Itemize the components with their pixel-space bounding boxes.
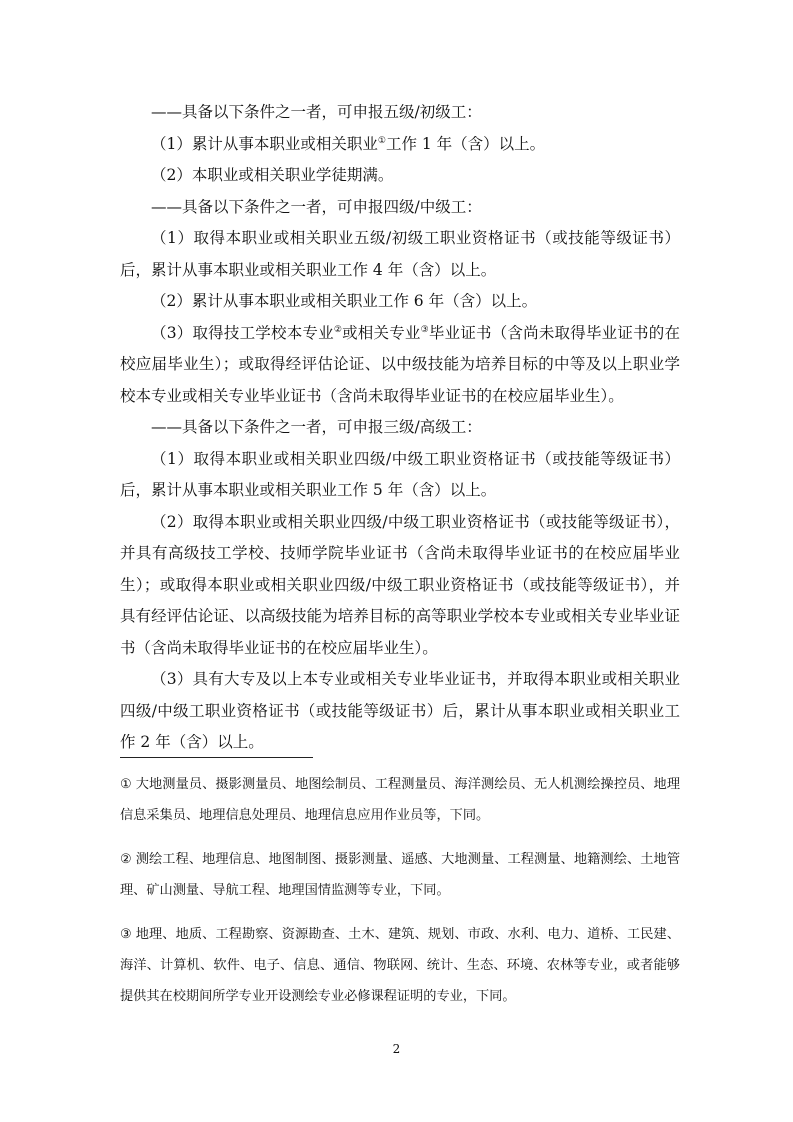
- paragraph-text: 或相关专业: [342, 323, 421, 342]
- footnote: [120, 769, 680, 831]
- body-paragraph: [120, 507, 680, 665]
- paragraph-text: （2）取得本职业或相关职业四级/中级工职业资格证书（或技能等级证书），并具有高级技工学校、技师学院毕业证书（含尚未取得毕业证书的在校应届毕业生）；或取得本职业或相关职业四级/中级工职业资格证书（或技能等级证书），并具有经评估论证、以高级技能为培养目标的高等职业学校本专业或相关专业毕业证书（含尚未取得毕业证书的在校应届毕业生）。: [120, 512, 680, 657]
- paragraph-text: ——具备以下条件之一者，可申报四级/中级工：: [151, 197, 482, 216]
- paragraph-text: （1）取得本职业或相关职业四级/中级工职业资格证书（或技能等级证书）后，累计从事本职业或相关职业工作 5 年（含）以上。: [120, 449, 680, 499]
- body-paragraph: [120, 444, 680, 507]
- footnote-mark: ③: [120, 927, 132, 942]
- body-paragraph: [120, 97, 680, 129]
- body-paragraph: [120, 412, 680, 444]
- body-paragraph: [120, 223, 680, 286]
- body-paragraph: [120, 286, 680, 318]
- body-paragraph: [120, 129, 680, 161]
- body-paragraph: [120, 160, 680, 192]
- footnote-mark: ①: [120, 777, 132, 792]
- body-paragraph: [120, 664, 680, 759]
- paragraph-text: （2）本职业或相关职业学徒期满。: [151, 166, 394, 184]
- footnote-reference: ②: [333, 324, 343, 335]
- body-text: [120, 97, 680, 759]
- page-number: 2: [392, 1042, 401, 1056]
- paragraph-text: （2）累计从事本职业或相关职业工作 6 年（含）以上。: [151, 292, 538, 310]
- footnote-separator: [120, 757, 313, 758]
- paragraph-text: （1）累计从事本职业或相关职业: [151, 134, 378, 153]
- paragraph-text: （3）具有大专及以上本专业或相关专业毕业证书，并取得本职业或相关职业四级/中级工职业资格证书（或技能等级证书）后，累计从事本职业或相关职业工作 2 年（含）以上。: [120, 670, 680, 751]
- paragraph-text: （3）取得技工学校本专业: [151, 323, 334, 342]
- paragraph-text: 工作 1 年（含）以上。: [385, 134, 546, 153]
- footnote-text: 地理、地质、工程勘察、资源勘查、土木、建筑、规划、市政、水利、电力、道桥、工民建、海洋、计算机、软件、电子、信息、通信、物联网、统计、生态、环境、农林等专业，或者能够提供其在校期间所学专业开设测绘专业必修课程证明的专业，下同。: [120, 927, 681, 1004]
- paragraph-text: ——具备以下条件之一者，可申报三级/高级工：: [151, 418, 482, 436]
- body-paragraph: [120, 192, 680, 224]
- footnotes: [120, 769, 680, 1025]
- footnote: [120, 844, 680, 906]
- paragraph-text: （1）取得本职业或相关职业五级/初级工职业资格证书（或技能等级证书）后，累计从事本职业或相关职业工作 4 年（含）以上。: [120, 229, 680, 279]
- paragraph-text: 毕业证书（含尚未取得毕业证书的在校应届毕业生）；或取得经评估论证、以中级技能为培养目标的中等及以上职业学校本专业或相关专业毕业证书（含尚未取得毕业证书的在校应届毕业生）。: [120, 323, 680, 405]
- footnote-text: 测绘工程、地理信息、地图制图、摄影测量、遥感、大地测量、工程测量、地籍测绘、土地管理、矿山测量、导航工程、地理国情监测等专业，下同。: [120, 852, 681, 898]
- body-paragraph: [120, 318, 680, 413]
- footnote-reference: ①: [377, 135, 386, 146]
- footnote-reference: ③: [420, 324, 429, 335]
- footnote: [120, 919, 680, 1012]
- footnote-mark: ②: [120, 852, 132, 867]
- paragraph-text: ——具备以下条件之一者，可申报五级/初级工：: [151, 103, 482, 121]
- footnote-text: 大地测量员、摄影测量员、地图绘制员、工程测量员、海洋测绘员、无人机测绘操控员、地理信息采集员、地理信息处理员、地理信息应用作业员等，下同。: [120, 777, 681, 823]
